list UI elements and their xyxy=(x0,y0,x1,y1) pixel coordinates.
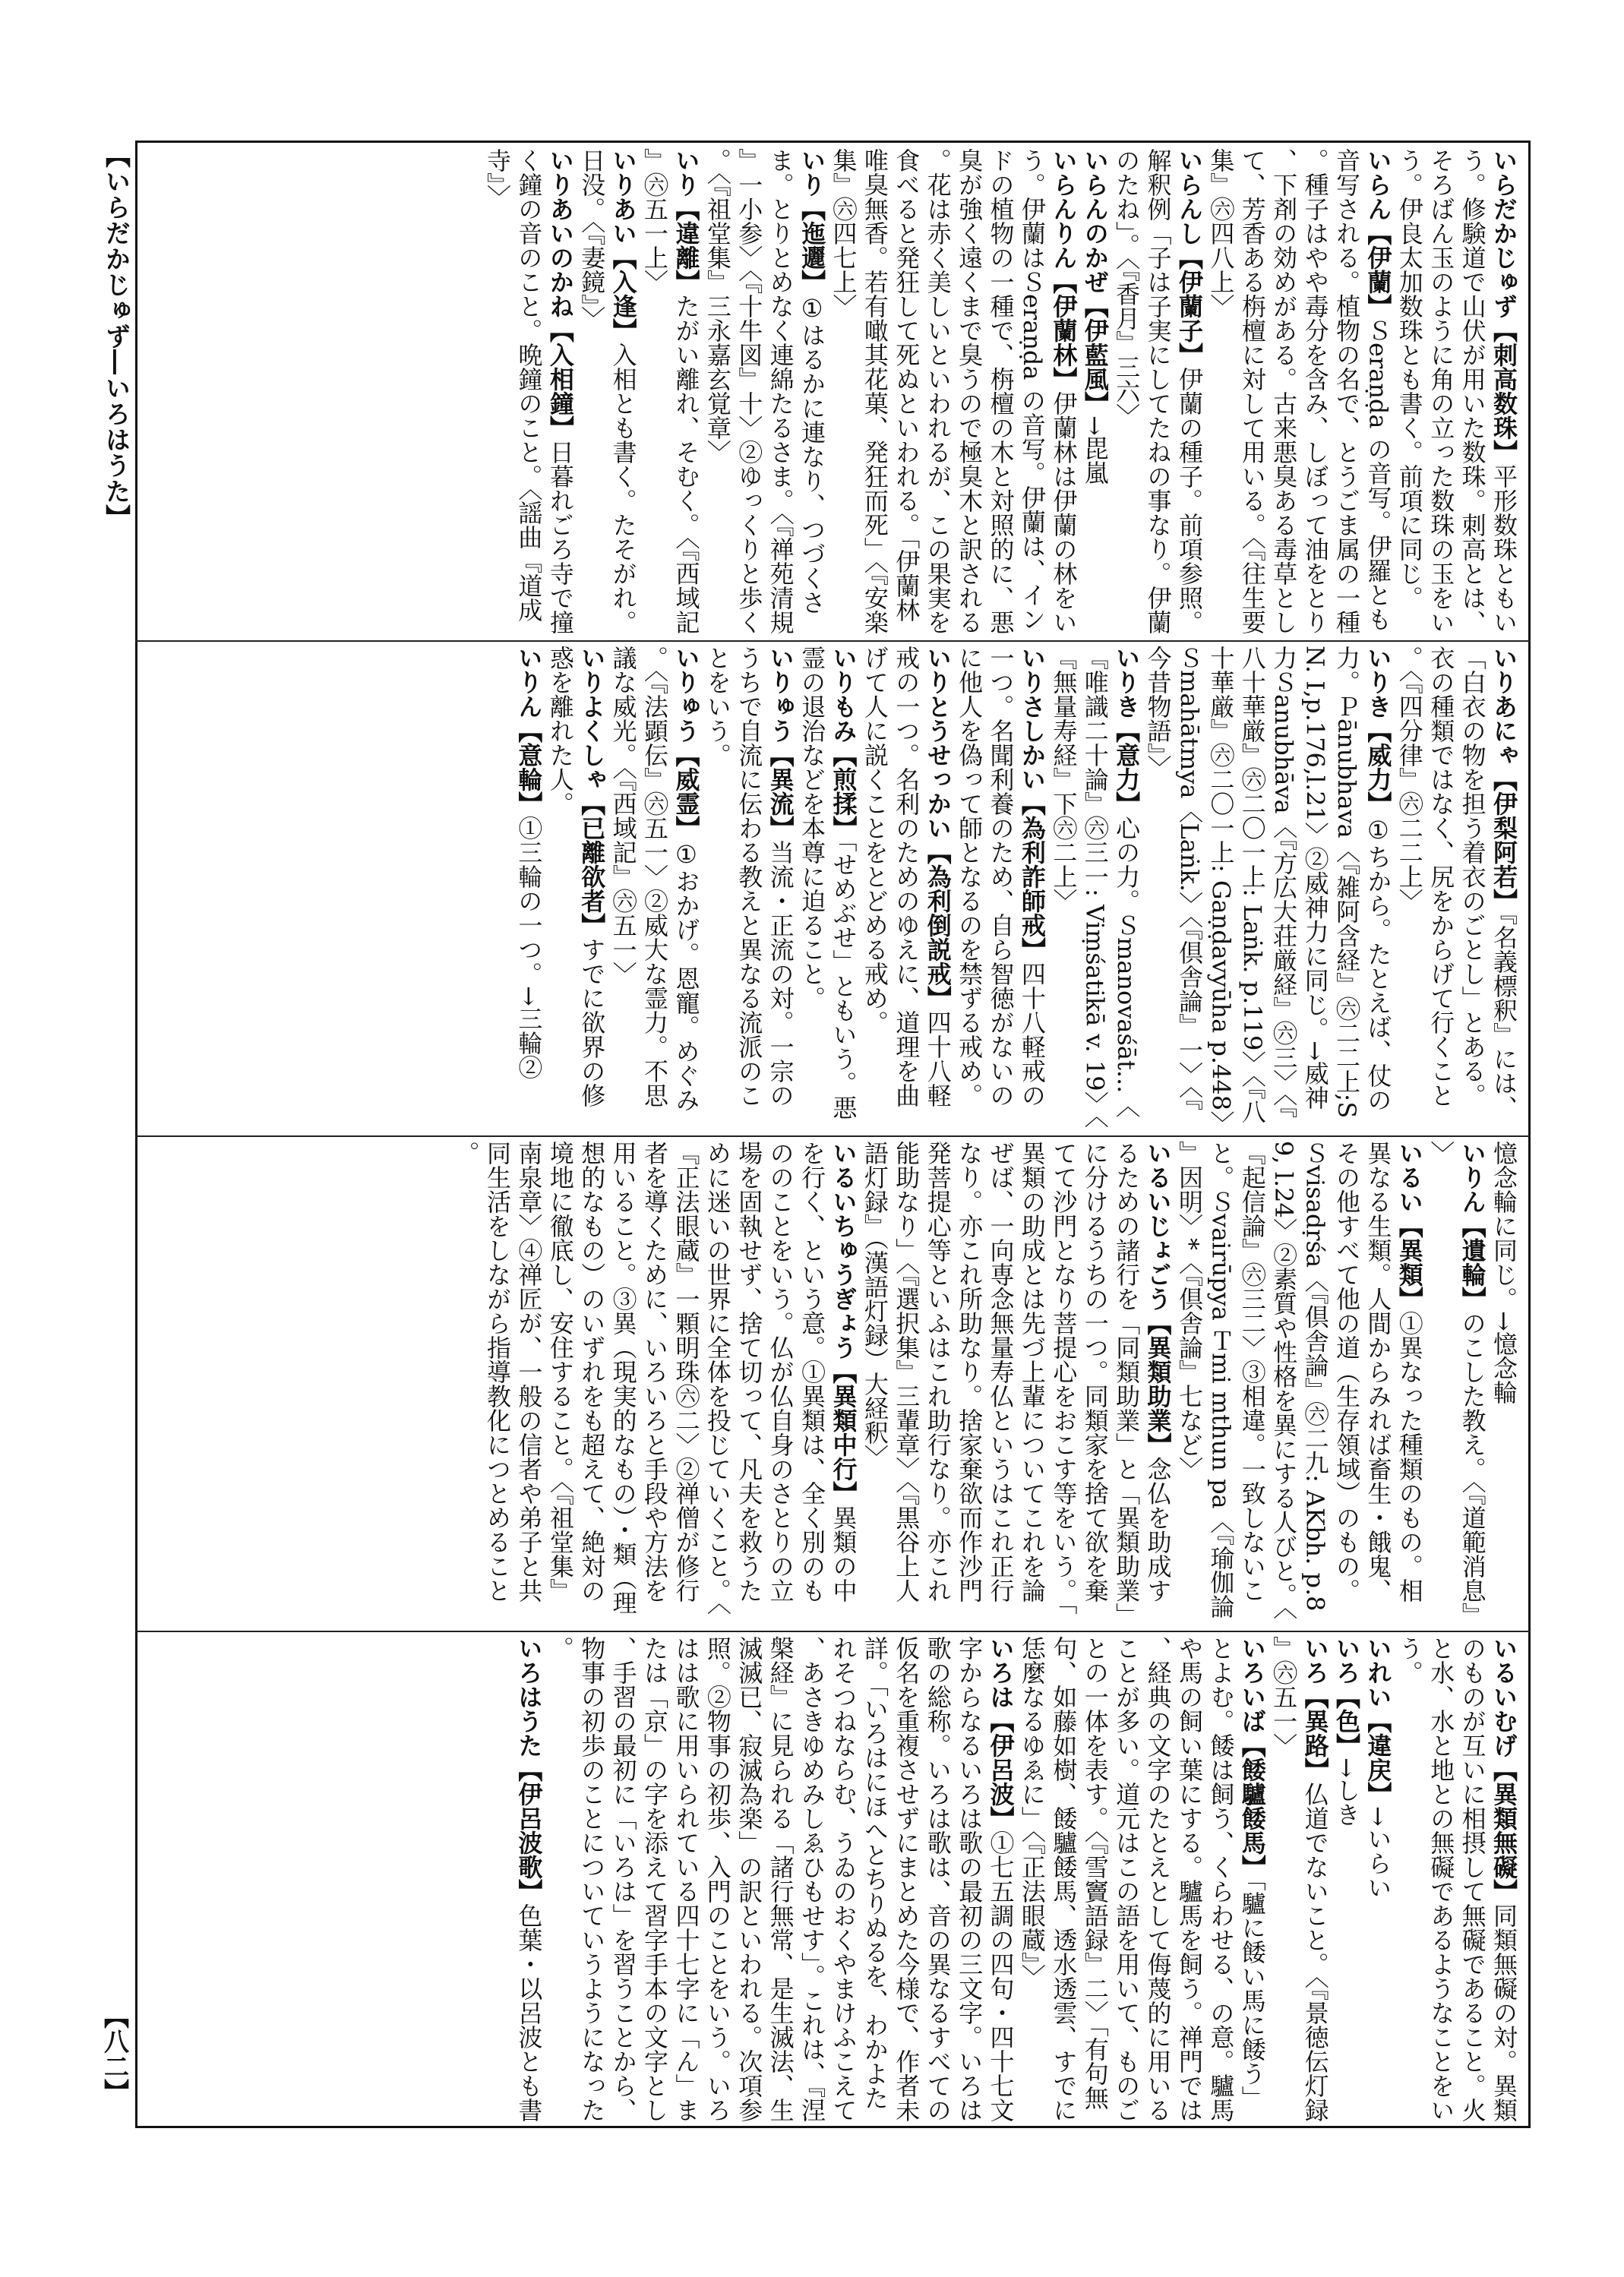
entry-headword: いろいば【餧驢餧馬】 xyxy=(1237,1636,1267,1879)
dictionary-entry xyxy=(544,646,607,1129)
entry-body: 色葉・以呂波とも書 xyxy=(514,1903,544,2122)
entry-headword: いりもみ【煎揉】 xyxy=(829,646,858,840)
dictionary-entry xyxy=(1488,1141,1519,1625)
entry-headword: いりあいのかね【入相鐘】 xyxy=(545,148,575,440)
entry-headword: いるい【異類】 xyxy=(1395,1141,1424,1311)
dictionary-entry xyxy=(1047,646,1142,1129)
entry-body: 平形数珠ともいう。修験道で山伏が用いた数珠。刺高とは、そろばん玉のように角の立った数珠の玉をいう。伊良太加数珠とも書く。前項に同じ。 xyxy=(1395,148,1518,634)
entry-headword: いり【迤邐】 xyxy=(798,148,827,294)
entry-body: ①三輪の一つ。→三輪② xyxy=(514,816,544,1079)
dictionary-entry xyxy=(450,1141,858,1625)
dictionary-entry xyxy=(1174,1141,1425,1625)
tier-2-text xyxy=(513,646,1519,1129)
entry-headword: いりゅう【威霊】 xyxy=(671,646,701,840)
entry-body: ①はるかに連なり、つづくさま。とりとめなく連綿たるさま。〈『禅苑清規』一小参〉〈『十牛図』十〉②ゆっくりと歩く。〈『祖堂集』三永嘉玄覚章〉 xyxy=(703,148,827,634)
dictionary-entry xyxy=(1205,148,1393,634)
entry-headword: いろは【伊呂波】 xyxy=(986,1636,1016,1830)
entry-headword: いりあい【入逢】 xyxy=(608,148,638,343)
dictionary-entry xyxy=(639,148,702,634)
entry-body: 入相とも書く。たそがれ。日没。〈『妻鏡』〉 xyxy=(577,148,638,634)
entry-headword: いらだかじゅず【刺高数珠】 xyxy=(1490,148,1518,464)
tier-2 xyxy=(146,646,1519,1129)
entry-headword: いらんし【伊蘭子】 xyxy=(1174,148,1204,367)
entry-body: 伊蘭の種子。前項参照。解釈例「子は子実にしてたねの事なり。伊蘭のたね」。〈『香月』三六〉 xyxy=(1112,148,1204,634)
entry-body: →しき xyxy=(1332,1757,1361,1827)
entry-headword: いりき【威力】 xyxy=(1363,646,1393,816)
entry-body: すでに欲界の修惑を離れた人。 xyxy=(545,646,607,1107)
dictionary-entry xyxy=(858,1141,1173,1625)
entry-body: のこした教え。〈『道範消息』〉 xyxy=(1427,1141,1487,1615)
dictionary-entry xyxy=(701,148,827,634)
entry-headword: いろ【色】 xyxy=(1332,1636,1361,1757)
dictionary-entry xyxy=(858,646,953,1129)
entry-headword: いりん【遺輪】 xyxy=(1458,1141,1487,1311)
tier-divider xyxy=(135,1135,1531,1137)
entry-body: ①異なった種類のもの。相異なる生類。人間からみれば畜生・餓鬼、その他すべて他の道（生存領域）のもの。Ｓvisadṛśa〈『倶舎論』㊅二九: AKbh. p.89, l.24〉②素質や性格を異にする人びと。〈『起信論』㊅三二〉③相違。一致しないこと。Ｓvairūpya Ｔmi mthun pa〈『瑜伽論』因明〉*〈『倶舎論』七など〉 xyxy=(1174,1141,1424,1619)
entry-body: ①おかげ。恩寵。めぐみ。〈『法顕伝』㊅五一〉②威大な霊力。不思議な威光。〈『西域記』㊅五一〉 xyxy=(608,646,701,1112)
entry-headword: いらんのかぜ【伊藍風】 xyxy=(1080,148,1110,415)
entry-body: →毘嵐 xyxy=(1080,415,1110,485)
tier-divider xyxy=(135,1631,1531,1632)
entry-body: →いらい xyxy=(1363,1806,1393,1900)
entry-body: 「驢に餧い馬に餧う」とよむ。餧は飼う、くらわせる、の意。驢馬や馬の飼い葉にする。驢馬を飼う。禅門では、経典の文字のたとえとして侮蔑的に用いることが多い。道元はこの語を用いて、ものごとの一体を表す。〈『雪竇語録』二〉「有句無句、如藤如樹、餧驢餧馬、透水透雲、すでに恁麼なるゆゑに」〈『正法眼蔵』〉 xyxy=(1017,1636,1267,2122)
entry-headword: いりよくしゃ【已離欲者】 xyxy=(577,646,607,937)
entry-headword: いるいむげ【異類無礙】 xyxy=(1490,1636,1518,1903)
tier-1 xyxy=(146,148,1519,634)
entry-headword: いろ【異路】 xyxy=(1300,1636,1330,1782)
dictionary-entry xyxy=(1016,1636,1268,2122)
entry-body: 念仏を助成するための諸行を「同類助業」と「異類助業」に分けるうちの一つ。同類家を捨て欲を棄てて沙門となり菩提心をおこす等をいう。「異類の助成とは先づ上輩についてこれを論ぜば、一向専念無量寿仏というはこれ正行なり。亦これ所助なり。捨家棄欲而作沙門発菩提心等といふはこれ助行なり。亦これ能助なり」〈『選択集』三輩章〉〈『黒谷上人語灯録』（漢語灯録）大経釈〉 xyxy=(860,1141,1173,1615)
tier-divider xyxy=(135,640,1531,642)
entry-body: ①ちから。たとえば、仗の力。Ｐānubhava〈『雑阿含経』㊅二二上;SN. I,p.176,l.21〉②威神力に同じ。→威神力Ｓanubhāva〈『方広大荘厳経』㊅三〉〈『八十華厳』㊅二〇一上: Laṅk. p.119〉〈『八十華厳』㊅二〇一上: Gaṇḍavyūha p.448〉Ｓmahātmya〈Laṅk.〉〈『倶舎論』一〉〈『今昔物語』〉 xyxy=(1143,646,1393,1124)
entry-headword: いれい【違戻】 xyxy=(1363,1636,1393,1806)
entry-headword: いらんりん【伊蘭林】 xyxy=(1049,148,1079,391)
entry-headword: いりあにゃ【伊梨阿若】 xyxy=(1490,646,1518,913)
tier-1-text xyxy=(482,148,1519,634)
page-number: 【八二】 xyxy=(100,2004,130,2104)
entry-headword: いろはうた【伊呂波歌】 xyxy=(514,1636,544,1903)
entry-body: 『名義標釈』には、「白衣の物を担う着衣のごとし」とある。衣の種類ではなく、尻をからげて行くこと。〈『四分律』㊅二二上〉 xyxy=(1395,646,1518,1120)
entry-headword: いり【違離】 xyxy=(671,148,701,294)
dictionary-entry xyxy=(1393,646,1519,1129)
dictionary-entry xyxy=(1425,1141,1488,1625)
tier-4-text xyxy=(513,1636,1519,2122)
dictionary-entry xyxy=(953,646,1047,1129)
entry-body: 四十八軽戒の一つ。名聞利養のため、自ら智徳がないのに他人を偽って師となるのを禁ずる戒め。 xyxy=(955,646,1047,1107)
dictionary-entry xyxy=(701,646,795,1129)
dictionary-entry xyxy=(796,646,859,1129)
dictionary-entry xyxy=(1331,1636,1362,2122)
dictionary-entry xyxy=(1079,148,1110,634)
entry-body: 日暮れごろ寺で撞く鐘の音のこと。晩鐘のこと。〈謡曲『道成寺』〉 xyxy=(483,148,575,634)
dictionary-entry xyxy=(607,646,701,1129)
entry-headword: いるいちゅうぎょう【異類中行】 xyxy=(829,1141,858,1505)
entry-body: 当流・正流の対。一宗のうちで自流に伝わる教えと異なる流派のことをいう。 xyxy=(703,646,795,1107)
dictionary-entry xyxy=(576,148,639,634)
dictionary-entry xyxy=(1393,148,1519,634)
entry-headword: いりん【意輪】 xyxy=(514,646,544,816)
entry-body: たがい離れ、そむく。〈『西域記』㊅五一上〉 xyxy=(640,148,701,634)
entry-body: 同類無礙の対。異類のものが互いに相摂して無礙であること。火と水、水と地との無礙であるようなことをいう。 xyxy=(1395,1636,1518,2122)
entry-headword: いりゅう【異流】 xyxy=(766,646,795,840)
entry-body: ①七五調の四句・四十七文字からなるいろは歌の最初の三文字。いろは歌の総称。いろは歌は、音の異なるすべての仮名を重複させずにまとめた今様で、作者未詳。「いろはにほへとちりぬるを、わかよたれそつねならむ、うゐのおくやまけふこえて、あさきゆめみしゑひもせす」。これは、『涅槃経』に見られる「諸行無常、是生滅法、生滅滅已、寂滅為楽」の訳といわれる。次項参照。②物事の初歩、入門のことをいう。いろはは歌に用いられている四十七字に「ん」または「京」の字を添えて習字手本の文字とし、手習の最初に「いろは」を習うことから、物事の初歩のことについていうようになった。 xyxy=(545,1636,1016,2122)
entry-headword: いりさしかい【為利詐師戒】 xyxy=(1017,646,1047,962)
entry-body: 憶念輪に同じ。→憶念輪 xyxy=(1490,1141,1518,1404)
dictionary-entry xyxy=(544,1636,1016,2122)
dictionary-entry xyxy=(1111,148,1205,634)
entry-headword: いりとうせっかい【為利倒説戒】 xyxy=(923,646,953,1010)
entry-body: 仏道でないこと。〈『景徳伝灯録』㊅五一〉 xyxy=(1269,1636,1330,2122)
dictionary-entry xyxy=(513,646,544,1129)
dictionary-entry xyxy=(1362,1636,1393,2122)
entry-body: 四十八軽戒の一つ。名利のためのゆえに、道理を曲げて人に説くことをとどめる戒め。 xyxy=(860,646,953,1107)
entry-headword: いるいじょごう【異類助業】 xyxy=(1143,1141,1173,1457)
tier-3 xyxy=(146,1141,1519,1625)
entry-body: Ｓeraṇḍa の音写。伊羅とも音写される。植物の名で、とうごま属の一種。種子はやや毒分を含み、しぼって油をとり、下剤の効めがある。古来悪臭ある毒草として、芳香ある栴檀に対して用いる。〈『往生要集』㊅四八上〉 xyxy=(1206,148,1393,634)
entry-headword: いらん【伊蘭】 xyxy=(1363,148,1393,318)
entry-body: 伊蘭林は伊蘭の林をいう。伊蘭はＳeraṇḍa の音写。伊蘭は、インドの植物の一種で、栴檀の木と対照的に、悪臭が強く遠くまで臭うので極臭木と訳される。花は赤く美しいといわれるが、この果実を食べると発狂して死ぬといわれる。「伊蘭林唯臭無香。若有噉其花菓、発狂而死」〈『安楽集』㊅四七上〉 xyxy=(829,148,1079,634)
entry-body: 異類の中を行く、という意。①異類は、全く別のもののことをいう。仏が仏自身のさとりの立場を固執せず、捨て切って、凡夫を救うために迷いの世界に全体を投じていくこと。〈『正法眼蔵』一顆明珠㊅二〉②禅僧が修行者を導くために、いろいろと手段や方法を用いること。③異（現実的なもの）・類（理想的なもの）のいずれをも超えて、絶対の境地に徹底し、安住すること。〈『祖堂集』南泉章〉④禅匠が、一般の信者や弟子と共同生活をしながら指導教化につとめること。 xyxy=(451,1141,858,1615)
entry-headword: いりき【意力】 xyxy=(1112,646,1142,816)
running-head: 【いらだかじゅず―いろはうた】 xyxy=(102,143,131,530)
dictionary-entry xyxy=(1268,1636,1331,2122)
dictionary-entry xyxy=(1142,646,1393,1129)
dictionary-entry xyxy=(827,148,1079,634)
tier-3-text xyxy=(450,1141,1519,1625)
entry-body: 「せめぶせ」ともいう。悪霊の退治などを本尊に迫ること。 xyxy=(798,646,858,1120)
tier-4 xyxy=(146,1636,1519,2122)
entry-body: 心の力。Ｓmanovaśāt...〈『唯識二十論』㊅三一: Viṃśatikā v. 19〉〈『無量寿経』下㊅二上〉 xyxy=(1049,646,1142,1128)
dictionary-entry xyxy=(482,148,576,634)
dictionary-entry xyxy=(1393,1636,1519,2122)
dictionary-entry xyxy=(513,1636,544,2122)
